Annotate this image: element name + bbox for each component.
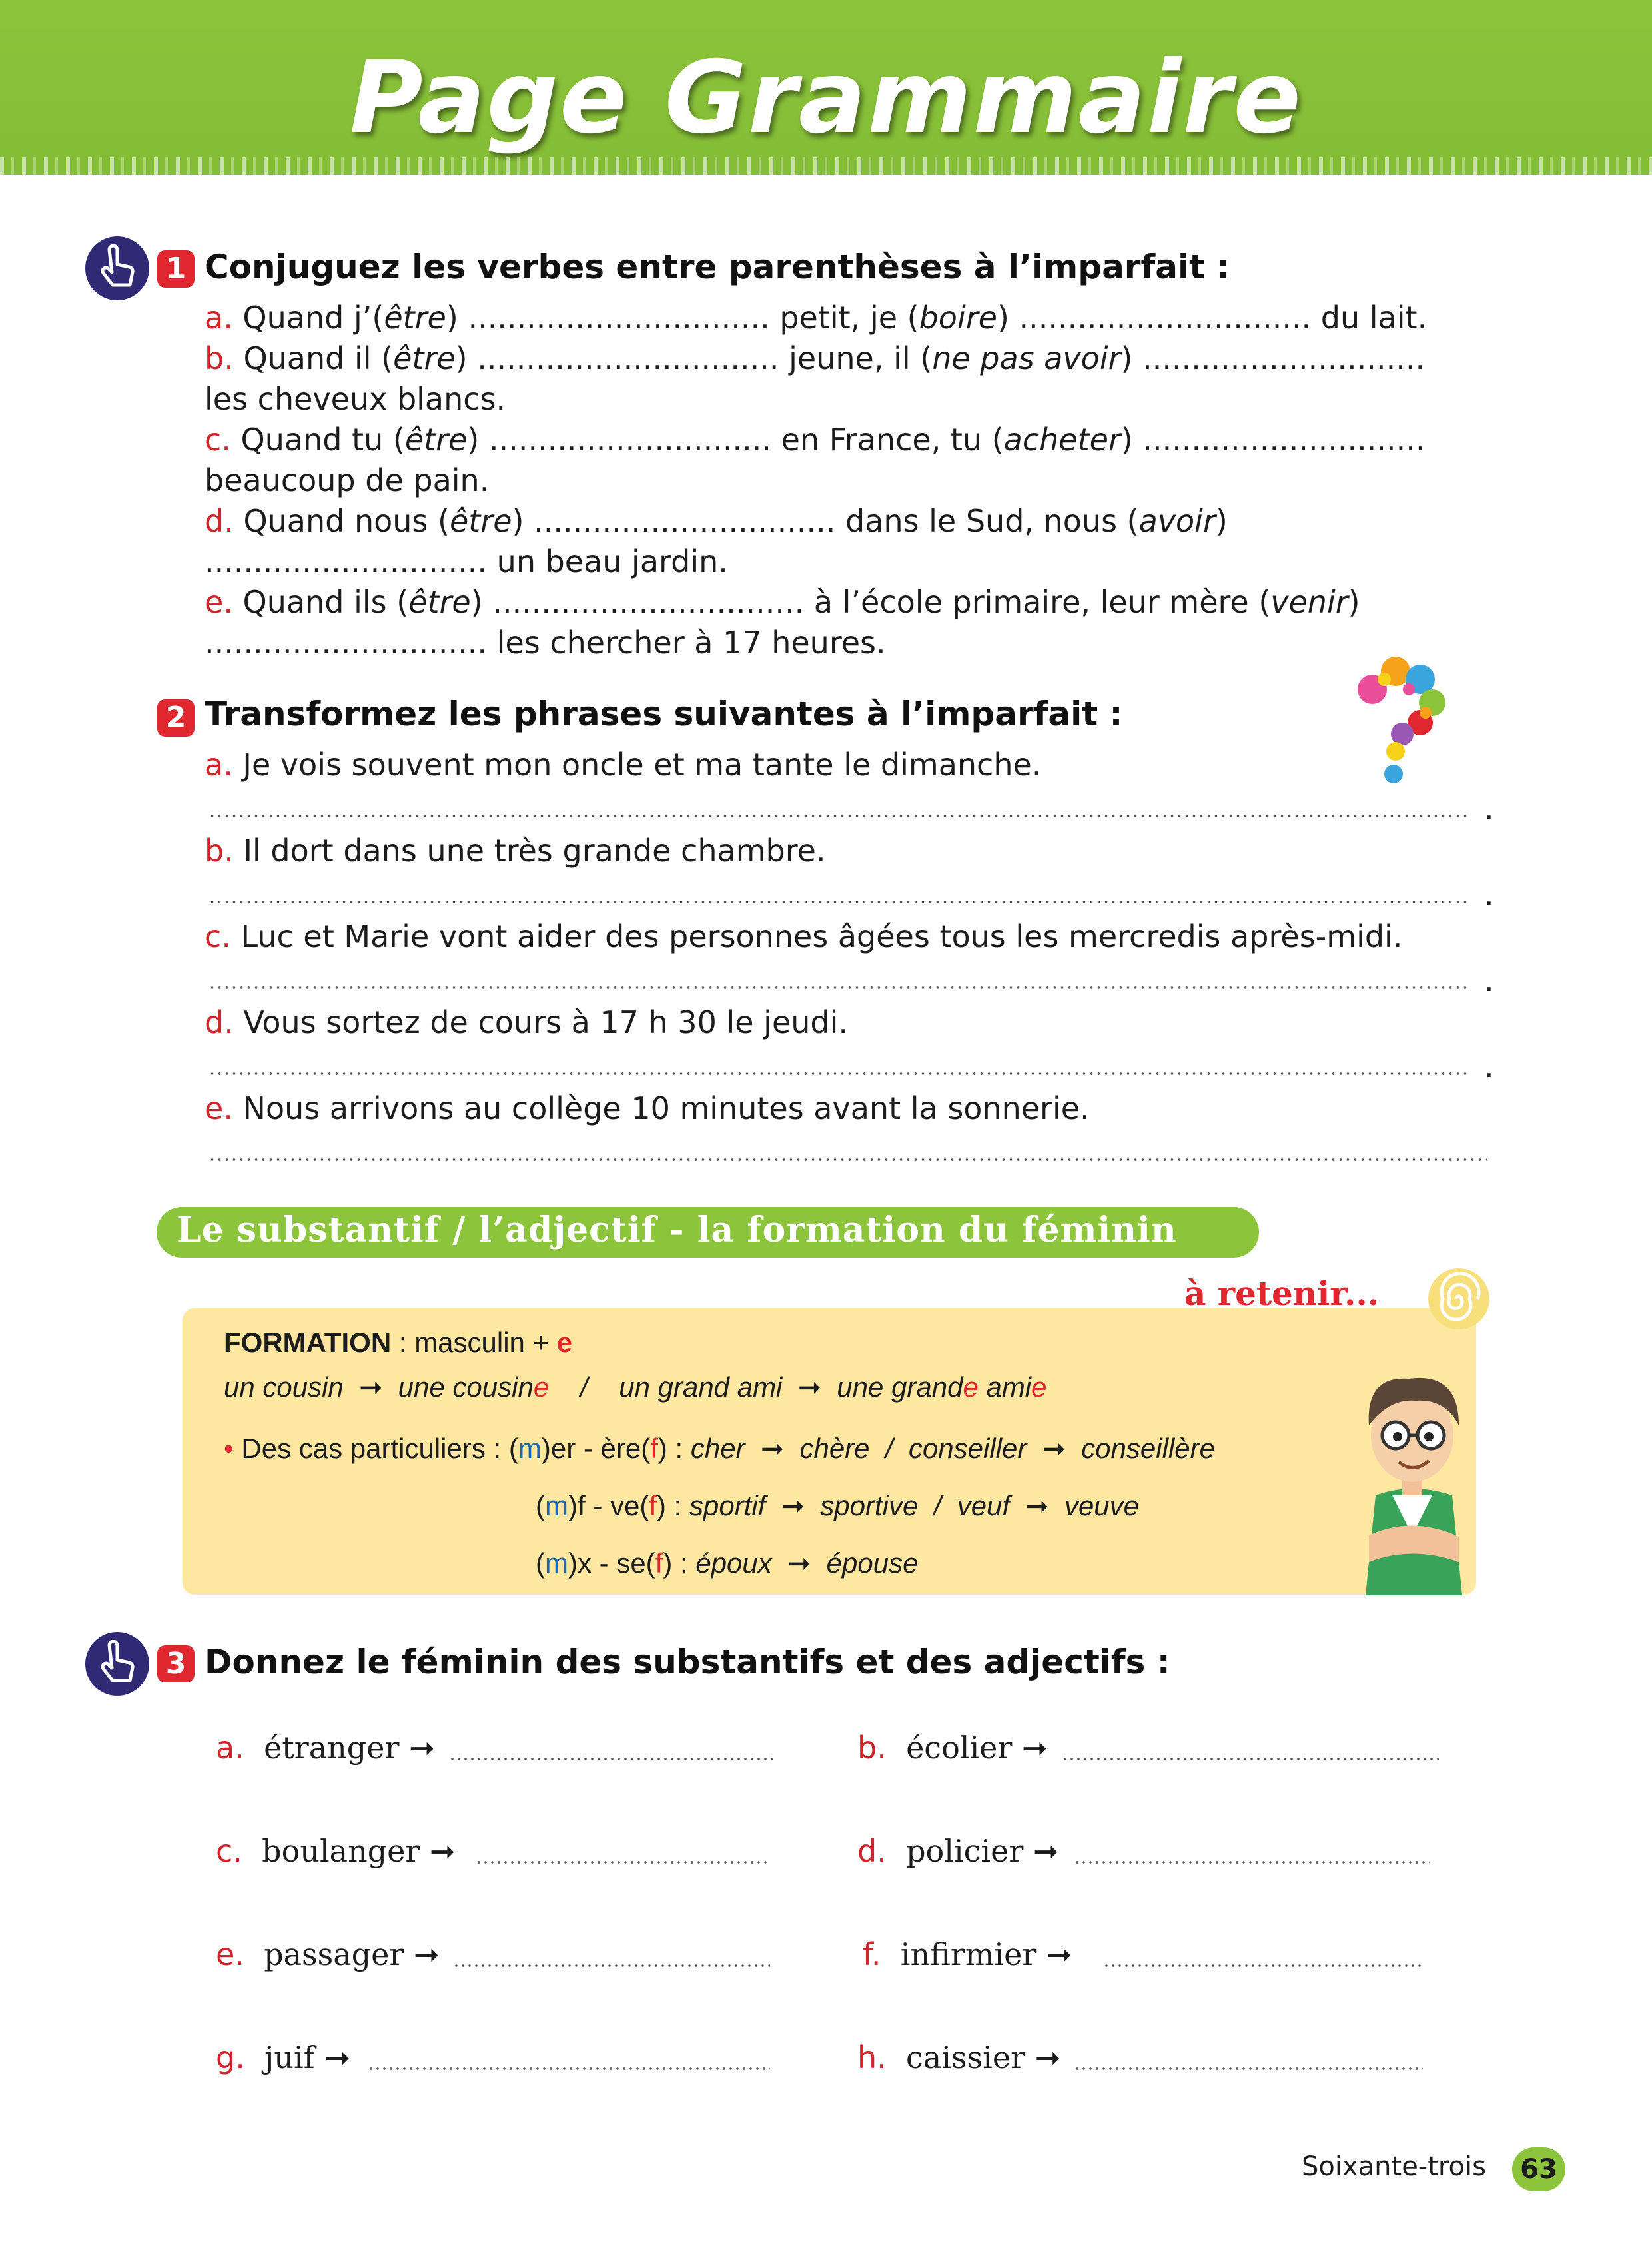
example-word: épouse [826, 1547, 919, 1579]
answer-line[interactable] [208, 1158, 1487, 1162]
exercise-3-item-e: e. passager ➞ [216, 1936, 440, 1972]
exercise-3-item-d: d. policier ➞ [857, 1833, 1059, 1869]
special-cases-label: Des cas particuliers : [233, 1433, 509, 1464]
exercise-1-item-b-cont: les cheveux blancs. [205, 381, 506, 417]
item-text: Quand j’( [232, 300, 384, 336]
item-text: ) .............................. du lait. [997, 300, 1428, 336]
exercise-2-number-badge: 2 [157, 699, 195, 737]
item-word: étranger [264, 1730, 400, 1766]
exercise-1-item-a [205, 298, 1427, 338]
page-title: Page Grammaire [349, 40, 1303, 156]
item-verb: boire [919, 300, 997, 336]
fem-marker: f [650, 1433, 658, 1464]
section-title: Le substantif / l’adjectif - la formation du féminin [177, 1210, 1177, 1250]
exercise-1-items [205, 298, 1427, 663]
exercise-1-item-b [205, 338, 1427, 379]
item-text: Quand il ( [233, 340, 394, 376]
exercise-2-item-c [205, 919, 1402, 954]
item-text: Je vois souvent mon oncle et ma tante le dimanche. [232, 747, 1042, 783]
item-text: ) ............................... petit, je ( [446, 300, 919, 336]
formation-text: : masculin + [391, 1327, 557, 1358]
item-letter: c. [216, 1833, 242, 1869]
exercise-2-title: Transformez les phrases suivantes à l’imparfait : [205, 695, 1123, 733]
example-ending: e [963, 1371, 979, 1403]
answer-line[interactable] [1062, 1757, 1439, 1761]
example-word: un grand ami [619, 1371, 783, 1403]
item-verb: avoir [1138, 503, 1216, 539]
item-text: ) [1215, 503, 1228, 539]
exercise-3-item-f: f. infirmier ➞ [863, 1936, 1072, 1972]
line-end-period: . [1484, 962, 1494, 998]
item-text: Quand ils ( [232, 584, 409, 620]
example-ending: e [533, 1371, 550, 1403]
answer-line[interactable] [449, 1757, 773, 1761]
item-text: ) ............................... jeune, il ( [455, 340, 933, 376]
answer-line[interactable] [208, 900, 1467, 904]
masc-marker: m [545, 1547, 568, 1579]
example-word: conseillère [1081, 1433, 1215, 1464]
item-text: Nous arrivons au collège 10 minutes avant la sonnerie. [232, 1090, 1090, 1126]
item-verb: être [408, 584, 471, 620]
separator: / [885, 1433, 893, 1464]
item-text: ) [1348, 584, 1360, 620]
suffix: ) : [657, 1490, 690, 1521]
item-word: policier [906, 1833, 1024, 1869]
item-text: ) ............................... dans le Sud, nous ( [512, 503, 1139, 539]
item-letter: c. [205, 422, 231, 458]
item-word: passager [264, 1936, 404, 1972]
exercise-2-item-a [205, 747, 1041, 783]
item-text: Quand tu ( [230, 422, 405, 458]
rule-special-case-1: • Des cas particuliers : (m)er - ère(f) : cher ➞ chère / conseiller ➞ conseillère [224, 1433, 1215, 1464]
answer-line[interactable] [1103, 1964, 1424, 1968]
item-letter: d. [205, 503, 234, 539]
item-verb: être [393, 340, 456, 376]
suffix: er - ère( [550, 1433, 651, 1464]
item-letter: h. [857, 2040, 887, 2075]
example-word: chère [799, 1433, 870, 1464]
item-letter: b. [857, 1730, 887, 1766]
suffix: f - ve( [578, 1490, 649, 1521]
item-letter: a. [205, 747, 233, 783]
example-word: époux [695, 1547, 772, 1579]
bullet: • [224, 1433, 234, 1464]
question-mark-icon [1332, 653, 1455, 786]
item-verb: ne pas avoir [932, 340, 1121, 376]
exercise-1-number-badge: 1 [157, 250, 195, 288]
exercise-2-item-e [205, 1090, 1090, 1126]
item-text: ) ............................. en France, tu ( [467, 422, 1004, 458]
exercise-3-title: Donnez le féminin des substantifs et des adjectifs : [205, 1643, 1170, 1681]
separator: / [580, 1371, 588, 1403]
fem-marker: f [649, 1490, 657, 1521]
rule-formation [224, 1327, 572, 1359]
line-end-period: . [1484, 791, 1494, 827]
item-letter: b. [205, 833, 234, 869]
masc-marker: m [545, 1490, 568, 1521]
example-word: une cousin [398, 1371, 534, 1403]
item-letter: d. [857, 1833, 887, 1869]
exercise-3-item-b: b. écolier ➞ [857, 1730, 1048, 1766]
formation-e: e [556, 1327, 573, 1358]
line-end-period: . [1484, 1048, 1494, 1084]
example-word: sportif [689, 1490, 766, 1521]
student-mascot-illustration [1352, 1362, 1472, 1595]
exercise-3-item-g: g. juif ➞ [216, 2040, 350, 2075]
example-word: veuve [1064, 1490, 1140, 1521]
rule-special-case-2: (m)f - ve(f) : sportif ➞ sportive / veuf ➞ veuve [536, 1490, 1140, 1521]
example-word: cher [690, 1433, 745, 1464]
exercise-3-item-c: c. boulanger ➞ [216, 1833, 456, 1869]
item-letter: g. [216, 2040, 245, 2075]
item-word: juif [264, 2040, 315, 2075]
item-letter: e. [216, 1936, 244, 1972]
item-letter: b. [205, 340, 234, 376]
exercise-1-item-d-cont: ............................. un beau jardin. [205, 544, 728, 579]
answer-line[interactable] [476, 1860, 770, 1864]
rule-example-line: un cousin ➞ une cousine / un grand ami ➞ une grande amie [224, 1371, 1047, 1403]
example-word: une grand [837, 1371, 963, 1403]
item-letter: a. [205, 300, 233, 336]
item-text: Vous sortez de cours à 17 h 30 le jeudi. [233, 1004, 849, 1040]
answer-line[interactable] [208, 1072, 1467, 1076]
suffix: x - se( [578, 1547, 655, 1579]
answer-line[interactable] [1074, 1860, 1430, 1864]
item-word: infirmier [900, 1936, 1037, 1972]
hand-pointer-icon [85, 236, 149, 300]
answer-line[interactable] [1074, 2067, 1423, 2071]
example-word: conseiller [908, 1433, 1027, 1464]
item-text: Quand nous ( [233, 503, 450, 539]
example-word: un cousin [224, 1371, 344, 1403]
item-word: caissier [906, 2040, 1026, 2075]
exercise-2-item-d [205, 1004, 848, 1040]
item-text: ) ............................. [1120, 422, 1426, 458]
item-text: Luc et Marie vont aider des personnes âgées tous les mercredis après-midi. [230, 919, 1403, 954]
exercise-1-item-e-cont: ............................. les chercher à 17 heures. [205, 625, 886, 661]
item-text: ) ............................. [1120, 340, 1426, 376]
example-ending: e [1031, 1371, 1047, 1403]
exercise-1-item-d [205, 501, 1427, 542]
item-letter: e. [205, 584, 233, 620]
exercise-1-title: Conjuguez les verbes entre parenthèses à l’imparfait : [205, 248, 1230, 286]
answer-line[interactable] [453, 1964, 770, 1968]
spiral-icon [1426, 1266, 1492, 1332]
exercise-2-item-b [205, 833, 826, 869]
suffix: ) : [657, 1433, 691, 1464]
masc-marker: m [518, 1433, 542, 1464]
answer-line[interactable] [368, 2067, 770, 2071]
hand-pointer-icon [85, 1632, 149, 1696]
exercise-1-item-c-cont: beaucoup de pain. [205, 462, 490, 498]
fem-marker: f [655, 1547, 663, 1579]
exercise-3-item-a: a. étranger ➞ [216, 1730, 435, 1766]
page-number-badge: 63 [1512, 2147, 1565, 2191]
page-number-words: Soixante-trois [1302, 2151, 1486, 2182]
item-word: boulanger [262, 1833, 420, 1869]
example-word: sportive [820, 1490, 919, 1521]
item-letter: f. [863, 1936, 881, 1972]
exercise-3-number-badge: 3 [157, 1645, 195, 1682]
example-word: ami [978, 1371, 1032, 1403]
line-end-period: . [1484, 877, 1494, 913]
item-word: écolier [906, 1730, 1013, 1766]
answer-line[interactable] [208, 986, 1467, 990]
answer-line[interactable] [208, 814, 1467, 818]
item-letter: d. [205, 1004, 234, 1040]
example-word: veuf [957, 1490, 1011, 1521]
item-verb: être [404, 422, 468, 458]
retenir-label: à retenir... [1184, 1274, 1380, 1313]
exercise-3-item-h: h. caissier ➞ [857, 2040, 1061, 2075]
item-verb: être [384, 300, 446, 336]
formation-label: FORMATION [224, 1327, 392, 1358]
rule-special-case-3: (m)x - se(f) : époux ➞ épouse [536, 1547, 919, 1579]
item-verb: acheter [1003, 422, 1121, 458]
item-verb: être [449, 503, 512, 539]
item-text: ) ................................ à l’école primaire, leur mère ( [470, 584, 1271, 620]
suffix: ) : [663, 1547, 696, 1579]
item-text: Il dort dans une très grande chambre. [233, 833, 826, 869]
section-banner [157, 1207, 1259, 1258]
page-header [0, 0, 1652, 175]
item-letter: e. [205, 1090, 233, 1126]
item-verb: venir [1270, 584, 1348, 620]
item-letter: a. [216, 1730, 244, 1766]
exercise-1-item-e [205, 582, 1427, 623]
separator: / [933, 1490, 942, 1521]
item-letter: c. [205, 919, 231, 954]
exercise-1-item-c [205, 420, 1427, 460]
